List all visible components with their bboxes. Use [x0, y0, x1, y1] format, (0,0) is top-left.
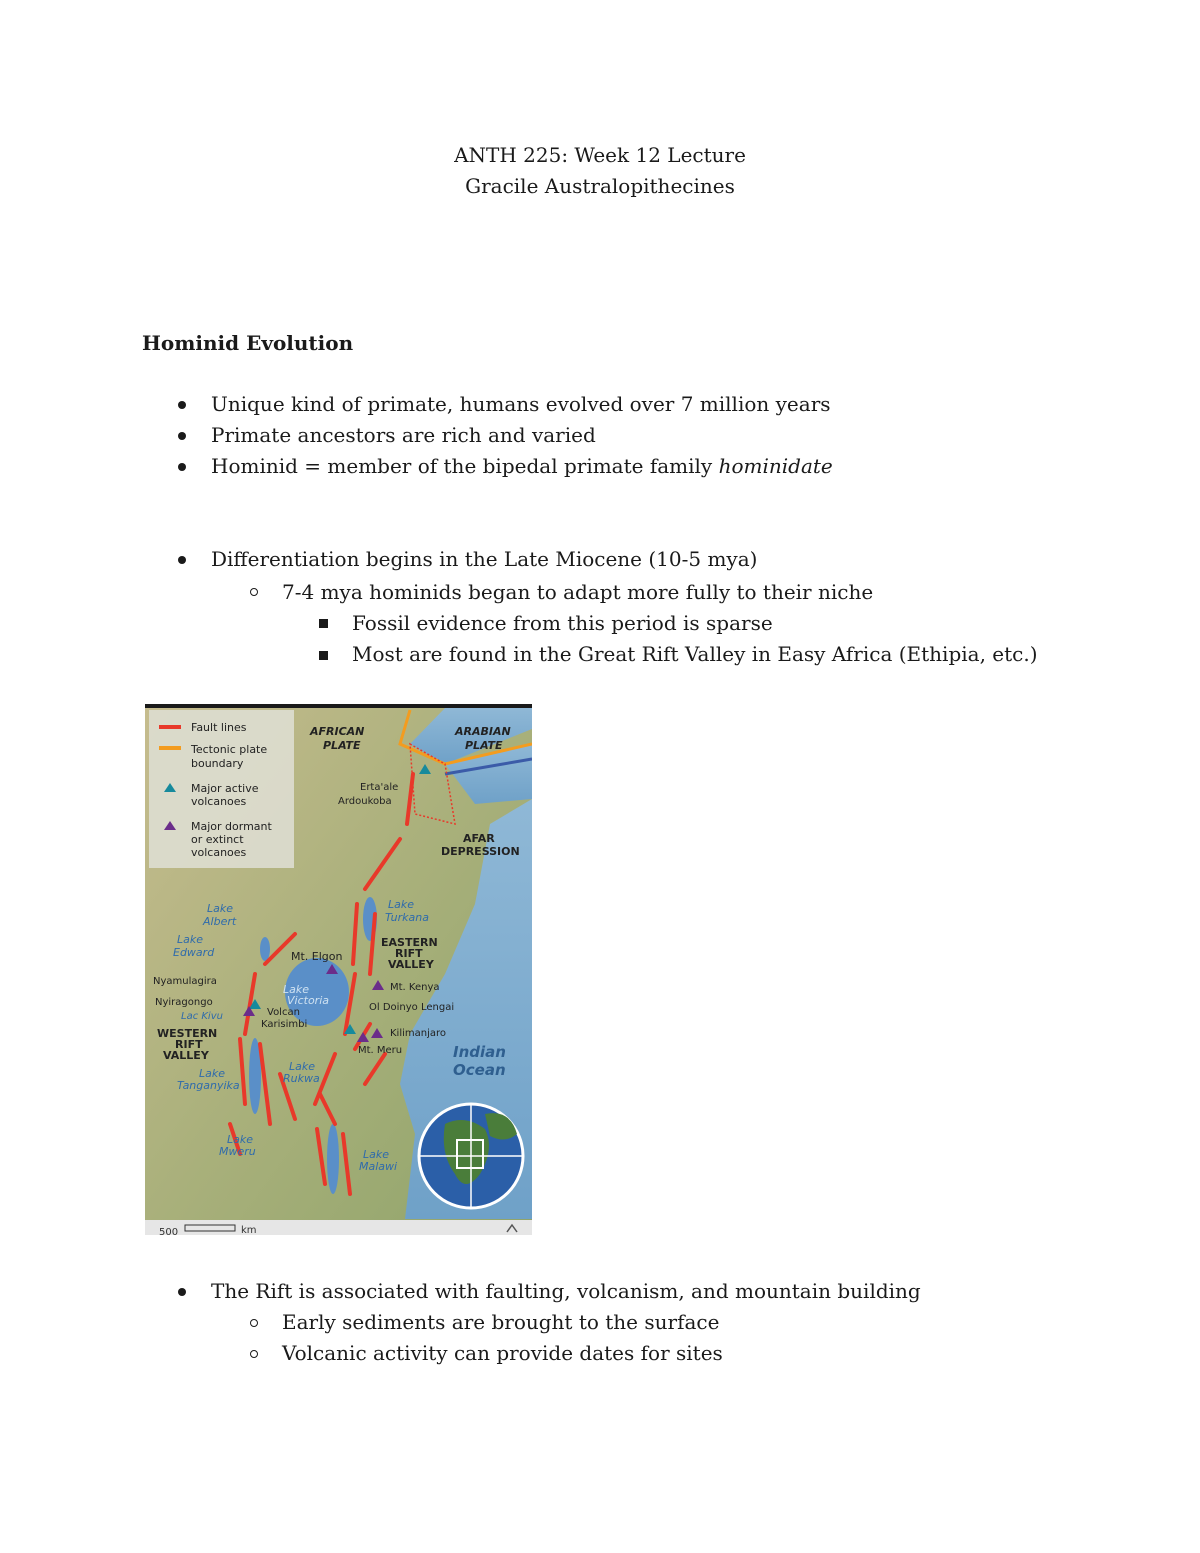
legend-fault-label: Fault lines: [191, 721, 247, 734]
sub-list-item: Volcanic activity can provide dates for sites: [282, 1341, 723, 1365]
lake-malawi: [327, 1124, 339, 1194]
legend-dormant-label: Major dormant: [191, 820, 272, 833]
section-heading: Hominid Evolution: [142, 331, 354, 355]
scale-bar-strip: [145, 1220, 532, 1235]
legend-plate-label: Tectonic plate: [191, 743, 268, 756]
scale-unit: km: [241, 1225, 257, 1235]
label-eastern-rift: EASTERN: [381, 936, 438, 949]
label-ardoukoba: Ardoukoba: [338, 796, 392, 807]
label-karisimbi: Karisimbi: [261, 1019, 308, 1030]
family-name: hominidate: [718, 454, 833, 478]
rift-valley-map: [145, 704, 532, 1235]
lecture-subtitle: Gracile Australopithecines: [465, 174, 735, 198]
label-lake-turkana-2: Turkana: [385, 911, 429, 924]
label-lake-malawi-2: Malawi: [359, 1160, 398, 1173]
sub-sub-bullet-square: [319, 651, 328, 660]
lecture-title: ANTH 225: Week 12 Lecture: [454, 143, 746, 167]
map-top-border: [145, 704, 532, 708]
label-lake-rukwa-2: Rukwa: [283, 1072, 320, 1085]
label-nyiragongo: Nyiragongo: [155, 997, 213, 1008]
list-item: The Rift is associated with faulting, volcanism, and mountain building: [211, 1279, 921, 1303]
sub-bullet-circle: [250, 1319, 258, 1327]
label-lake-turkana: Lake: [388, 898, 415, 911]
label-nyamulagira: Nyamulagira: [153, 976, 217, 987]
legend-plate-label-2: boundary: [191, 757, 244, 770]
label-lake-albert: Lake: [207, 902, 234, 915]
label-arabian-plate-2: PLATE: [465, 739, 503, 752]
label-arabian-plate: ARABIAN: [455, 725, 511, 738]
label-afar-2: DEPRESSION: [441, 845, 520, 858]
label-western-rift-2: RIFT: [175, 1038, 203, 1051]
sub-sub-list-item: Most are found in the Great Rift Valley in Easy Africa (Ethipia, etc.): [352, 642, 1038, 666]
label-lake-tanganyika-2: Tanganyika: [177, 1079, 240, 1092]
legend-dormant-label-3: volcanoes: [191, 846, 247, 859]
label-lake-malawi: Lake: [363, 1148, 390, 1161]
label-lake-mweru: Lake: [227, 1133, 254, 1146]
label-lac-kivu: Lac Kivu: [181, 1011, 223, 1022]
label-african-plate-2: PLATE: [323, 739, 361, 752]
label-lake-edward-2: Edward: [173, 946, 215, 959]
bullet-dot: [178, 463, 186, 471]
sub-sub-bullet-square: [319, 619, 328, 628]
label-lake-tanganyika: Lake: [199, 1067, 226, 1080]
sub-bullet-circle: [250, 1350, 258, 1358]
bullet-dot: [178, 401, 186, 409]
legend-dormant-label-2: or extinct: [191, 833, 244, 846]
label-lake-mweru-2: Mweru: [219, 1145, 256, 1158]
label-lake-victoria-2: Victoria: [287, 994, 329, 1007]
label-indian-ocean-2: Ocean: [453, 1061, 506, 1079]
label-ol-doinyo-lengai: Ol Doinyo Lengai: [369, 1002, 455, 1013]
bullet-dot: [178, 432, 186, 440]
sub-list-item: 7-4 mya hominids began to adapt more fully to their niche: [282, 580, 874, 604]
label-lake-rukwa: Lake: [289, 1060, 316, 1073]
list-item: Differentiation begins in the Late Miocene (10-5 mya): [211, 547, 758, 571]
list-item: Primate ancestors are rich and varied: [211, 423, 596, 447]
label-mt-elgon: Mt. Elgon: [291, 950, 343, 963]
bullet-dot: [178, 556, 186, 564]
label-western-rift: WESTERN: [157, 1027, 218, 1040]
hominid-definition: Hominid = member of the bipedal primate family: [211, 454, 719, 478]
bullet-dot: [178, 1288, 186, 1296]
label-western-rift-3: VALLEY: [163, 1049, 209, 1062]
label-indian-ocean: Indian: [453, 1043, 506, 1061]
label-kilimanjaro: Kilimanjaro: [390, 1028, 447, 1039]
label-volcan: Volcan: [267, 1007, 300, 1018]
lake-albert: [260, 937, 270, 961]
sub-sub-list-item: Fossil evidence from this period is sparse: [352, 611, 773, 635]
label-lake-albert-2: Albert: [203, 915, 237, 928]
label-mt-meru: Mt. Meru: [358, 1045, 403, 1056]
label-afar: AFAR: [463, 832, 495, 845]
sub-list-item: Early sediments are brought to the surface: [282, 1310, 720, 1334]
label-lake-edward: Lake: [177, 933, 204, 946]
label-lake-victoria: Lake: [283, 983, 310, 996]
legend-active-label-2: volcanoes: [191, 795, 247, 808]
sub-bullet-circle: [250, 588, 258, 596]
label-african-plate: AFRICAN: [310, 725, 365, 738]
label-eastern-rift-2: RIFT: [395, 947, 423, 960]
legend-active-label: Major active: [191, 782, 259, 795]
label-mt-kenya: Mt. Kenya: [390, 982, 440, 993]
list-item: Unique kind of primate, humans evolved over 7 million years: [211, 392, 831, 416]
list-item-hominid: [211, 454, 833, 478]
label-ertaale: Erta'ale: [360, 782, 399, 793]
scale-value: 500: [159, 1227, 179, 1235]
label-eastern-rift-3: VALLEY: [388, 958, 434, 971]
